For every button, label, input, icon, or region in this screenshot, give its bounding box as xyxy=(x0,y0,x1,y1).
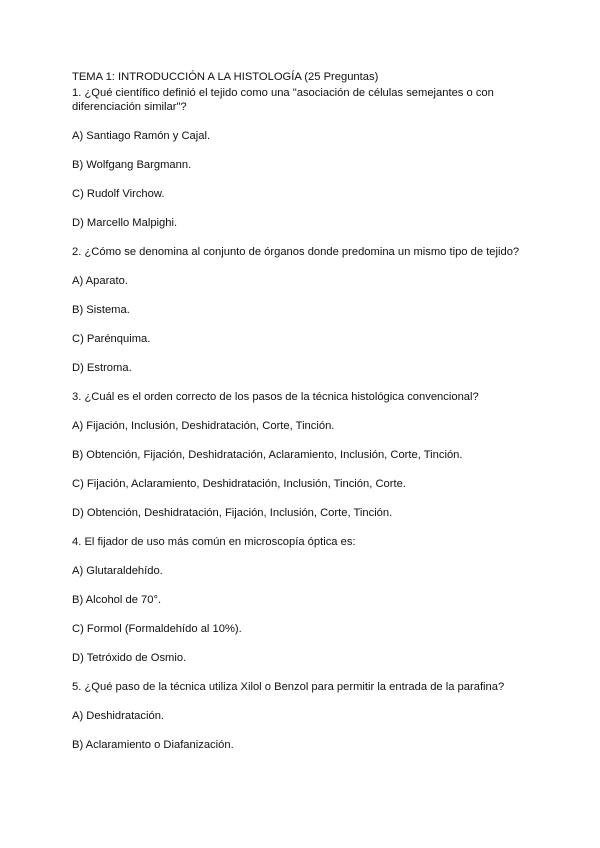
question-4-option-a: A) Glutaraldehído. xyxy=(72,565,163,577)
document-content xyxy=(72,70,542,753)
question-4-option-d: D) Tetróxido de Osmio. xyxy=(72,652,187,664)
question-5-option-b: B) Aclaramiento o Diafanización. xyxy=(72,739,234,751)
question-2-text: 2. ¿Cómo se denomina al conjunto de órganos donde predomina un mismo tipo de tejido? xyxy=(72,246,520,258)
question-2-option-a: A) Aparato. xyxy=(72,275,128,287)
question-4-option-b: B) Alcohol de 70°. xyxy=(72,594,162,606)
question-1-option-a: A) Santiago Ramón y Cajal. xyxy=(72,130,211,142)
question-2-option-b: B) Sistema. xyxy=(72,304,130,316)
question-3-text: 3. ¿Cuál es el orden correcto de los pasos de la técnica histológica convencional? xyxy=(72,391,479,403)
question-3-option-b: B) Obtención, Fijación, Deshidratación, Aclaramiento, Inclusión, Corte, Tinción. xyxy=(72,449,463,461)
question-5-text: 5. ¿Qué paso de la técnica utiliza Xilol o Benzol para permitir la entrada de la parafina? xyxy=(72,681,505,693)
question-5-option-a: A) Deshidratación. xyxy=(72,710,165,722)
question-2-option-c: C) Parénquima. xyxy=(72,333,151,345)
question-1-text: 1. ¿Qué científico definió el tejido como una "asociación de células semejantes o con diferenciación similar"? xyxy=(72,86,494,113)
question-2-option-d: D) Estroma. xyxy=(72,362,132,374)
question-4-text: 4. El fijador de uso más común en microscopía óptica es: xyxy=(72,536,356,548)
question-3-option-d: D) Obtención, Deshidratación, Fijación, Inclusión, Corte, Tinción. xyxy=(72,507,393,519)
question-3-option-c: C) Fijación, Aclaramiento, Deshidratación, Inclusión, Tinción, Corte. xyxy=(72,478,406,490)
question-block-2 xyxy=(72,245,542,376)
question-4-option-c: C) Formol (Formaldehído al 10%). xyxy=(72,623,242,635)
question-1-option-d: D) Marcello Malpighi. xyxy=(72,217,178,229)
question-block-4 xyxy=(72,535,542,666)
question-block-5 xyxy=(72,680,542,753)
question-3-option-a: A) Fijación, Inclusión, Deshidratación, Corte, Tinción. xyxy=(72,420,335,432)
question-1-option-c: C) Rudolf Virchow. xyxy=(72,188,165,200)
question-block-3 xyxy=(72,390,542,521)
question-1-option-b: B) Wolfgang Bargmann. xyxy=(72,159,192,171)
question-block-1 xyxy=(72,86,542,231)
document-title: TEMA 1: INTRODUCCIÓN A LA HISTOLOGÍA (25 Preguntas) xyxy=(72,71,379,83)
